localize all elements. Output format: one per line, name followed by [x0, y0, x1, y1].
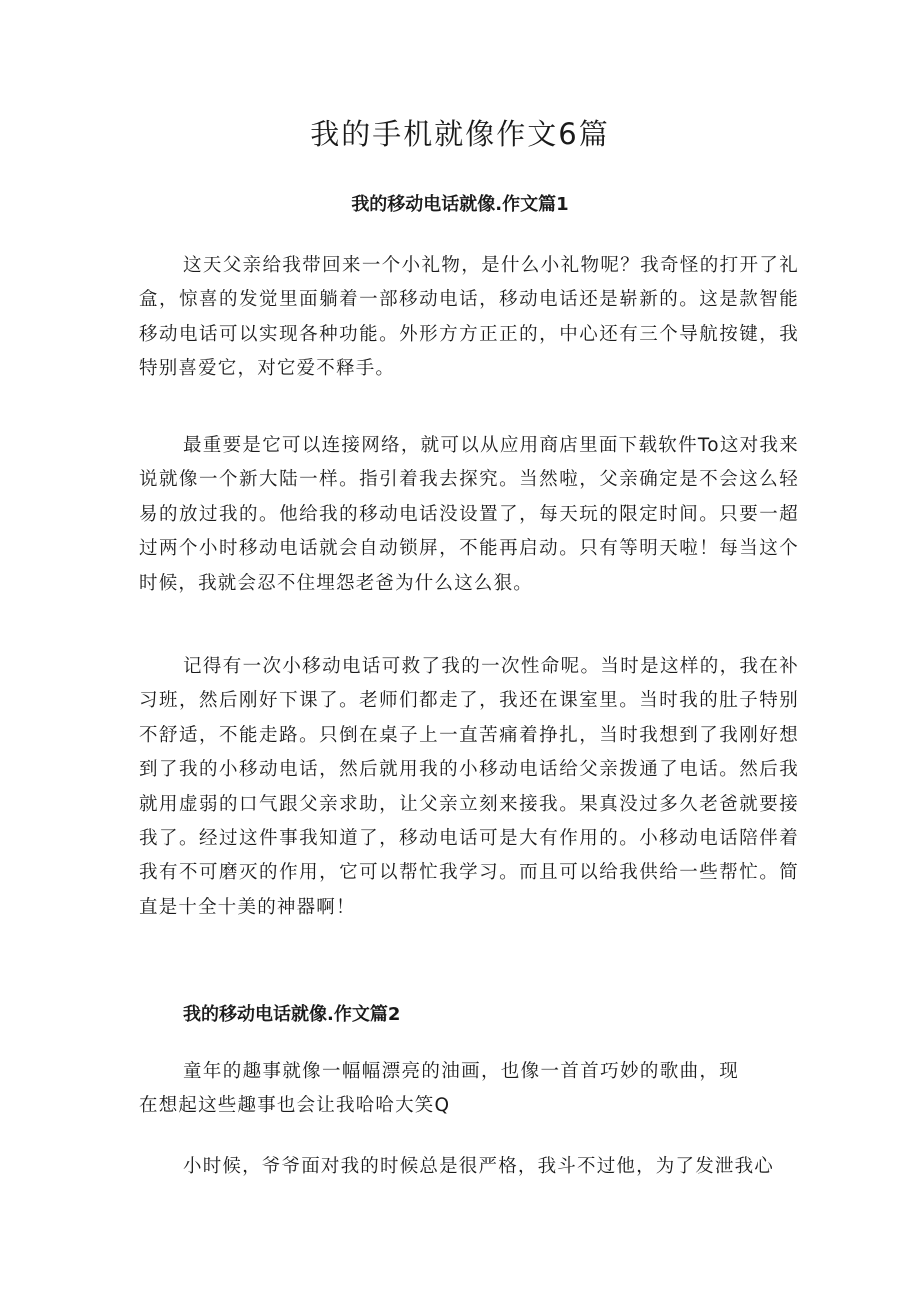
- section-1-heading: 我的移动电话就像.作文篇1: [351, 194, 569, 215]
- paragraph-3: 记得有一次小移动电话可救了我的一次性命呢。当时是这样的，我在补习班，然后刚好下课了。老师们都走了，我还在课室里。当时我的肚子特别不舒适，不能走路。只倒在桌子上一直苦痛着挣扎，当时我想到了我刚好想到了我的小移动电话，然后就用我的小移动电话给父亲拨通了电话。然后我就用虚弱的口气跟父亲求助，让父亲立刻来接我。果真没过多久老爸就要接我了。经过这件事我知道了，移动电话可是大有作用的。小移动电话陪伴着我有不可磨灭的作用，它可以帮忙我学习。而且可以给我供给一些帮忙。简直是十全十美的神器啊！: [139, 656, 799, 918]
- paragraph-5: 小时候，爷爷面对我的时候总是很严格，我斗不过他，为了发泄我心: [183, 1156, 775, 1177]
- section-2-heading: 我的移动电话就像.作文篇2: [183, 1004, 401, 1025]
- paragraph-2: 最重要是它可以连接网络，就可以从应用商店里面下载软件To这对我来说就像一个新大陆一样。指引着我去探究。当然啦，父亲确定是不会这么轻易的放过我的。他给我的移动电话没设置了，每天玩的限定时间。只要一超过两个小时移动电话就会自动锁屏，不能再启动。只有等明天啦！每当这个时候，我就会忍不住埋怨老爸为什么这么狠。: [139, 435, 799, 594]
- paragraph-1: 这天父亲给我带回来一个小礼物，是什么小礼物呢？我奇怪的打开了礼盒，惊喜的发觉里面躺着一部移动电话，移动电话还是崭新的。这是款智能移动电话可以实现各种功能。外形方方正正的，中心还有三个导航按键，我特别喜爱它，对它爱不释手。: [139, 255, 799, 380]
- document-title: 我的手机就像作文6篇: [310, 117, 610, 151]
- paragraph-4: 童年的趣事就像一幅幅漂亮的油画，也像一首首巧妙的歌曲，现在想起这些趣事也会让我哈哈大笑Q: [139, 1061, 739, 1117]
